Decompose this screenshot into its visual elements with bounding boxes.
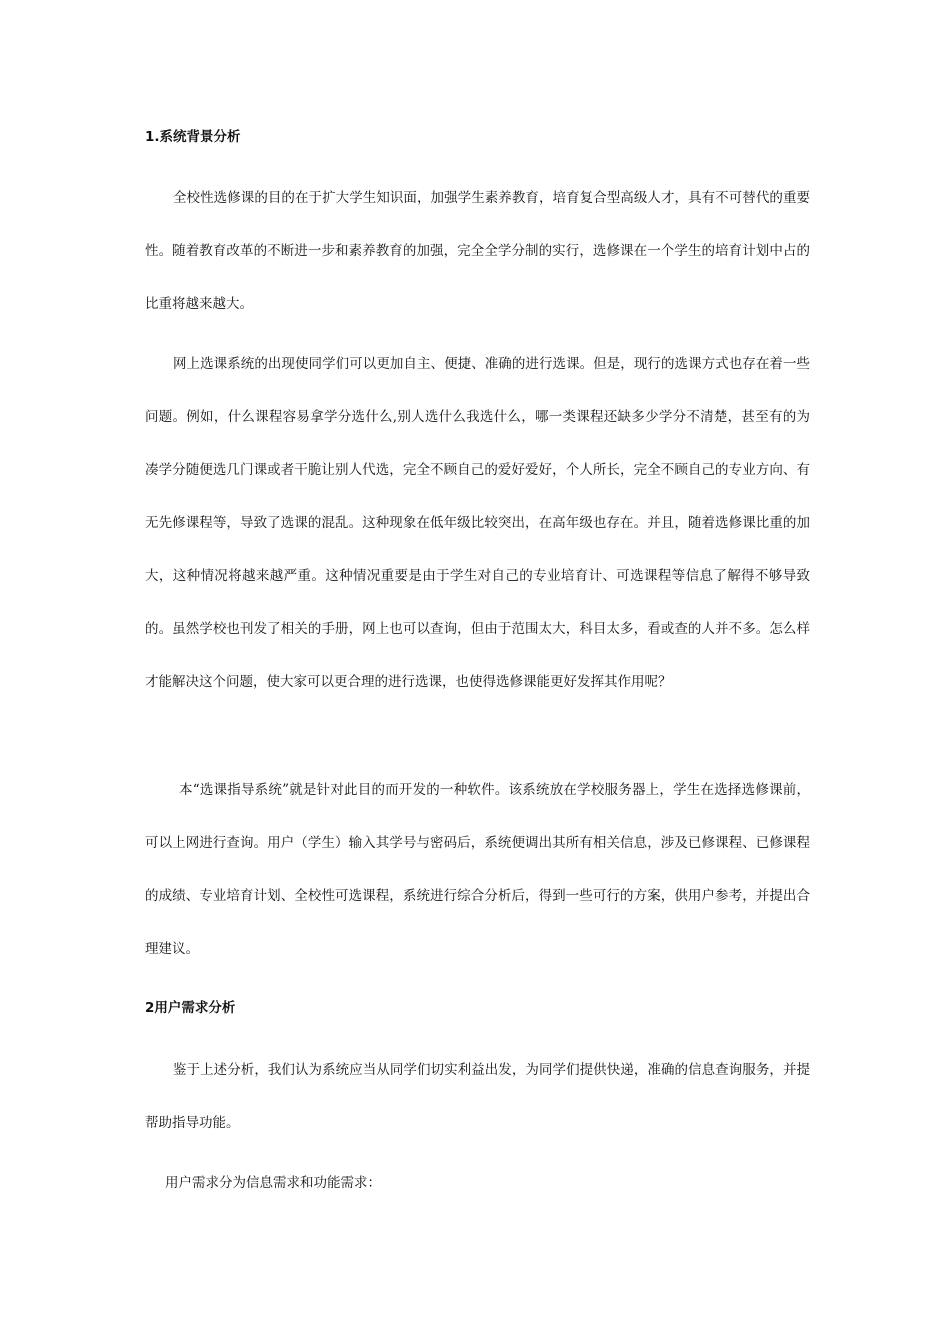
paragraph-background-1: 全校性选修课的目的在于扩大学生知识面，加强学生素养教育，培育复合型高级人才，具有不可替代的重要性。随着教育改革的不断进一步和素养教育的加强，完全全学分制的实行，选修课在一个学生的培育计划中占的比重将越来越大。 — [145, 190, 810, 312]
paragraph-background-2: 网上选课系统的出现使同学们可以更加自主、便捷、准确的进行选课。但是，现行的选课方式也存在着一些问题。例如，什么课程容易拿学分选什么,别人选什么我选什么，哪一类课程还缺多少学分不清楚，甚至有的为凑学分随便选几门课或者干脆让别人代选，完全不顾自己的爱好爱好，个人所长，完全不顾自己的专业方向、有无先修课程等，导致了选课的混乱。这种现象在低年级比较突出，在高年级也存在。并且，随着选修课比重的加大，这种情况将越来越严重。这种情况重要是由于学生对自己的专业培育计、可选课程等信息了解得不够导致的。虽然学校也刊发了相关的手册，网上也可以查询，但由于范围太大，科目太多，看或查的人并不多。怎么样才能解决这个问题，使大家可以更合理的进行选课，也使得选修课能更好发挥其作用呢？ — [145, 356, 810, 690]
paragraph-user-needs-2: 用户需求分为信息需求和功能需求： — [165, 1175, 381, 1191]
section-heading-user-needs: 2用户需求分析 — [145, 1000, 236, 1016]
paragraph-user-needs-1: 鉴于上述分析，我们认为系统应当从同学们切实利益出发，为同学们提供快递，准确的信息查询服务，并提帮助指导功能。 — [145, 1062, 810, 1131]
section-heading-background: 1.系统背景分析 — [145, 129, 241, 145]
paragraph-background-3: 本“选课指导系统”就是针对此目的而开发的一种软件。该系统放在学校服务器上，学生在选择选修课前，可以上网进行查询。用户（学生）输入其学号与密码后，系统便调出其所有相关信息，涉及已修课程、已修课程的成绩、专业培育计划、全校性可选课程，系统进行综合分析后，得到一些可行的方案，供用户参考，并提出合理建议。 — [145, 782, 810, 957]
